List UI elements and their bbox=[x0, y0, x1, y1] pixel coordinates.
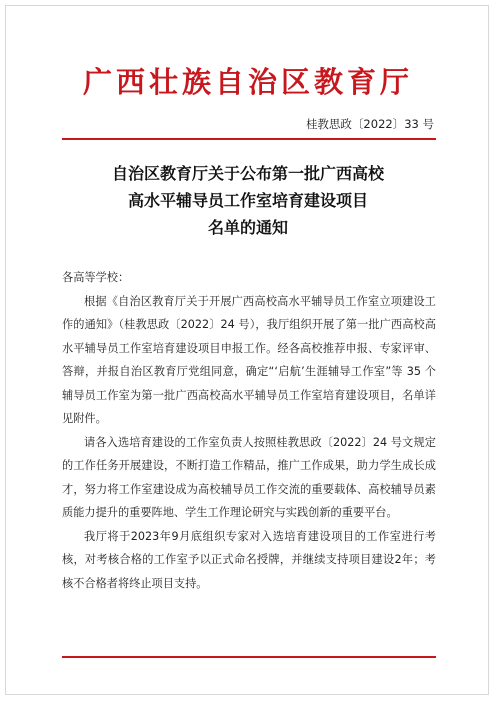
notice-body bbox=[62, 266, 436, 595]
issuer-header: 广西壮族自治区教育厅 bbox=[82, 65, 413, 99]
salutation: 各高等学校： bbox=[62, 271, 130, 284]
red-divider-bottom bbox=[62, 656, 436, 658]
notice-title-line-2: 高水平辅导员工作室培育建设项目 bbox=[127, 191, 368, 210]
notice-title-line-1: 自治区教育厅关于公布第一批广西高校 bbox=[111, 164, 384, 183]
paragraph-3: 我厅将于2023年9月底组织专家对入选培育建设项目的工作室进行考核，对考核合格的工作室予以正式命名授牌，并继续支持项目建设2年；考核不合格者将终止项目支持。 bbox=[62, 529, 436, 590]
document-number: 桂教思政〔2022〕33 号 bbox=[305, 117, 434, 131]
notice-title-line-3: 名单的通知 bbox=[207, 218, 288, 237]
paragraph-2: 请各入选培育建设的工作室负责人按照桂教思政〔2022〕24 号文规定的工作任务开展建设，不断打造工作精品，推广工作成果，助力学生成长成才，努力将工作室建设成为高校辅导员工作交流的重要载体、高校辅导员素质能力提升的重要阵地、学生工作理论研究与实践创新的重要平台。 bbox=[62, 435, 436, 519]
red-divider-top bbox=[62, 138, 436, 140]
notice-title bbox=[0, 160, 496, 241]
paragraph-1: 根据《自治区教育厅关于开展广西高校高水平辅导员工作室立项建设工作的通知》（桂教思政〔2022〕24 号），我厅组织开展了第一批广西高校高水平辅导员工作室培育建设项目申报工作。经各高校推荐申报、专家评审、答辩，并报自治区教育厅党组同意，确定“‘启航’生涯辅导工作室”等 35 个辅导员工作室为第一批广西高校高水平辅导员工作室培育建设项目，名单详见附件。 bbox=[62, 294, 436, 425]
